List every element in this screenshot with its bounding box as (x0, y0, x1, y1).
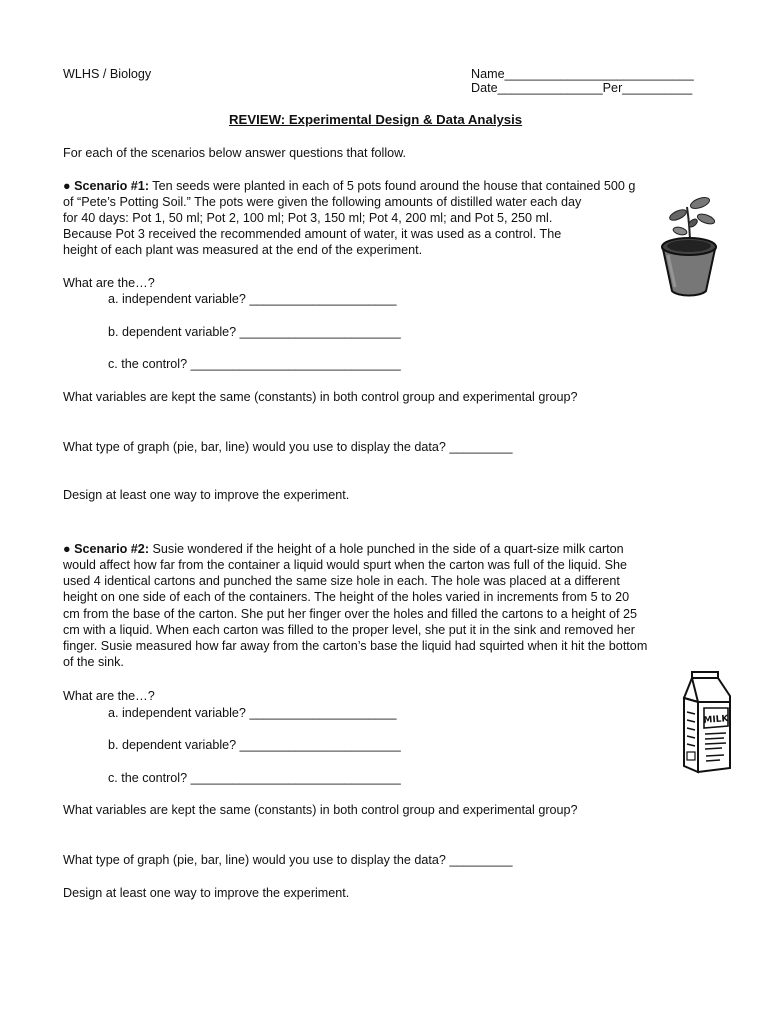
course-label: WLHS / Biology (63, 67, 152, 81)
scenario1-line-4: Because Pot 3 received the recommended amount of water, it was used as a control. The (63, 227, 562, 241)
scenario1-q-control: c. the control? ______________________________ (108, 357, 401, 371)
scenario2-line-1: Susie wondered if the height of a hole punched in the side of a quart-size milk carton (149, 542, 624, 556)
scenario1-what-are: What are the…? (63, 276, 155, 290)
scenario1-q-constants: What variables are kept the same (constants) in both control group and experimental group? (63, 390, 578, 404)
scenario2-first-line (63, 541, 624, 557)
milk-carton-icon (678, 668, 736, 776)
scenario2-q-independent: a. independent variable? _____________________ (108, 706, 397, 720)
scenario1-line-3: for 40 days: Pot 1, 50 ml; Pot 2, 100 ml; Pot 3, 150 ml; Pot 4, 200 ml; and Pot 5, 250 ml. (63, 211, 553, 225)
date-period-field: Date_______________Per__________ (471, 81, 693, 95)
intro-text: For each of the scenarios below answer questions that follow. (63, 146, 407, 160)
scenario2-line-3: used 4 identical cartons and punched the same size hole in each. The hole was placed at a different (63, 574, 620, 588)
bullet: ● (63, 179, 71, 193)
carton-label: MILK (703, 714, 729, 726)
scenario2-line-6: cm with a liquid. When each carton was filled to the proper level, she put it in the sink and removed her (63, 623, 635, 637)
scenario2-line-7: finger. Susie measured how far away from the carton’s base the liquid had squirted when it hit the bottom (63, 639, 648, 653)
name-field: Name___________________________ (471, 67, 694, 81)
scenario2-q-graph: What type of graph (pie, bar, line) would you use to display the data? _________ (63, 853, 513, 867)
scenario1-line-2: of “Pete’s Potting Soil.” The pots were given the following amounts of distilled water each day (63, 195, 582, 209)
scenario2-q-dependent: b. dependent variable? _______________________ (108, 738, 401, 752)
scenario1-line-5: height of each plant was measured at the end of the experiment. (63, 243, 423, 257)
scenario2-line-5: cm from the base of the carton. She put her finger over the holes and filled the cartons to a height of 25 (63, 607, 638, 621)
scenario1-line-1: Ten seeds were planted in each of 5 pots found around the house that contained 500 g (149, 179, 636, 193)
scenario2-heading: Scenario #2: (74, 542, 150, 556)
scenario2-q-control: c. the control? ______________________________ (108, 771, 401, 785)
scenario1-first-line (63, 178, 635, 194)
plant-pot-icon (660, 193, 722, 299)
scenario2-line-2: would affect how far from the container a liquid would spurt when the carton was full of the liquid. She (63, 558, 628, 572)
scenario1-q-improve: Design at least one way to improve the experiment. (63, 488, 350, 502)
scenario2-what-are: What are the…? (63, 689, 155, 703)
scenario1-q-graph: What type of graph (pie, bar, line) would you use to display the data? _________ (63, 440, 513, 454)
scenario2-line-4: height on one side of each of the containers. The height of the holes varied in increments from 5 to 20 (63, 590, 630, 604)
scenario2-q-improve: Design at least one way to improve the experiment. (63, 886, 350, 900)
scenario2-q-constants: What variables are kept the same (constants) in both control group and experimental group? (63, 803, 578, 817)
scenario2-line-8: of the sink. (63, 655, 124, 669)
page-title: REVIEW: Experimental Design & Data Analysis (229, 112, 523, 127)
bullet: ● (63, 542, 71, 556)
scenario1-heading: Scenario #1: (74, 179, 150, 193)
scenario1-q-independent: a. independent variable? _____________________ (108, 292, 397, 306)
scenario1-q-dependent: b. dependent variable? _______________________ (108, 325, 401, 339)
